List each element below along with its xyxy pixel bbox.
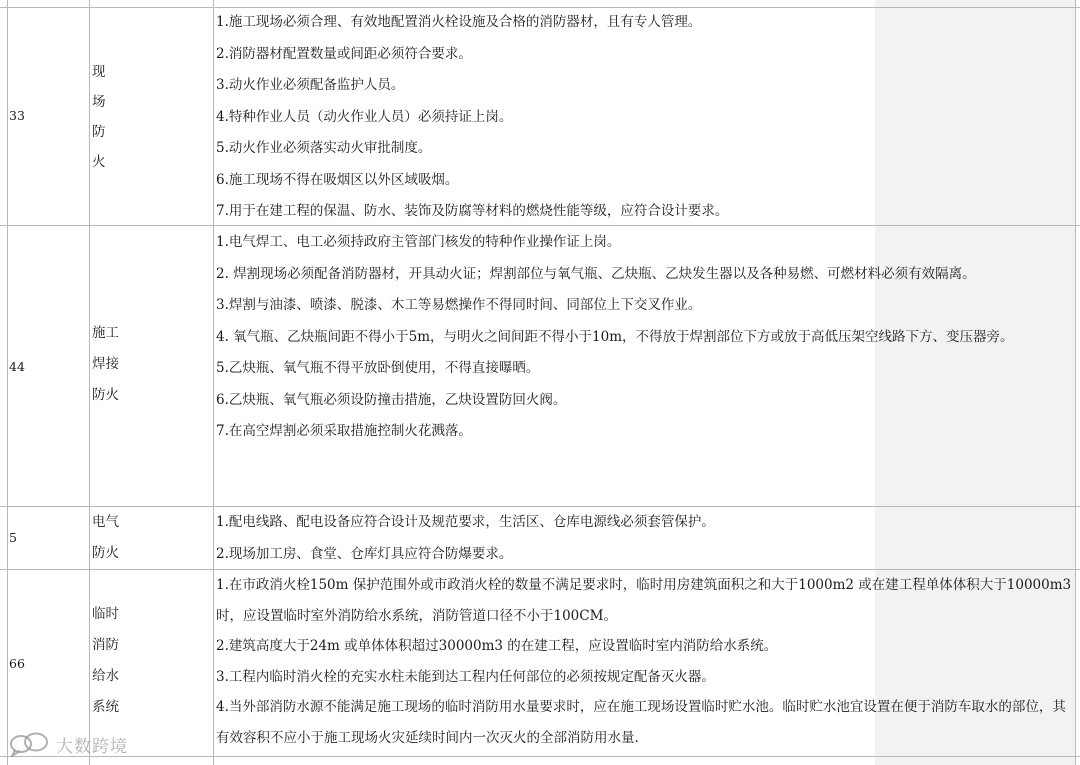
list-item: 6.施工现场不得在吸烟区以外区域吸烟。 xyxy=(216,171,459,188)
row-category: 临时 消防 给水 系统 xyxy=(92,606,119,715)
row-items xyxy=(216,570,1074,753)
table-row xyxy=(0,7,1080,226)
table-row xyxy=(0,507,1080,570)
table-row xyxy=(0,226,1080,507)
row-number: 5 xyxy=(9,530,17,545)
chat-bubbles-icon xyxy=(8,731,50,757)
list-item: 7.在高空焊割必须采取措施控制火花溅落。 xyxy=(216,423,472,439)
list-item: 4.特种作业人员（动火作业人员）必须持证上岗。 xyxy=(216,108,513,125)
list-item: 2.现场加工房、食堂、仓库灯具应符合防爆要求。 xyxy=(216,545,513,562)
list-item: 1.施工现场必须合理、有效地配置消火栓设施及合格的消防器材，且有专人管理。 xyxy=(216,14,702,30)
row-category: 现 场 防 火 xyxy=(92,64,106,170)
row-items xyxy=(216,227,1074,448)
list-item: 2.建筑高度大于24m 或单体体积超过30000m3 的在建工程，应设置临时室内消防给水系统。 xyxy=(216,638,778,654)
list-item: 3.焊割与油漆、喷漆、脱漆、木工等易燃操作不得同时间、同部位上下交叉作业。 xyxy=(216,297,702,313)
watermark-text: 大数跨境 xyxy=(56,736,128,757)
list-item: 3.工程内临时消火栓的充实水柱未能到达工程内任何部位的必须按规定配备灭火器。 xyxy=(216,668,715,685)
list-item: 2. 焊割现场必须配备消防器材，开具动火证；焊割部位与氧气瓶、乙炔瓶、乙炔发生器以及各种易燃、可燃材料必须有效隔离。 xyxy=(216,265,976,282)
column-divider xyxy=(1075,0,1076,765)
list-item: 1.在市政消火栓150m 保护范围外或市政消火栓的数量不满足要求时，临时用房建筑面积之和大于1000m2 或在建工程单体体积大于10000m3 时，应设置临时室外消防给水系统，消防管道口径不小于100CM。 xyxy=(216,577,1072,624)
list-item: 5.动火作业必须落实动火审批制度。 xyxy=(216,140,432,156)
table-row xyxy=(0,570,1080,757)
column-divider xyxy=(213,0,214,765)
watermark xyxy=(8,728,128,760)
row-number: 33 xyxy=(9,108,25,123)
list-item: 3.动火作业必须配备监护人员。 xyxy=(216,77,405,93)
row-items xyxy=(216,507,1074,570)
list-item: 4. 氧气瓶、乙炔瓶间距不得小于5m，与明火之间间距不得小于10m，不得放于焊割部位下方或放于高低压架空线路下方、变压器旁。 xyxy=(216,328,1014,345)
list-item: 6.乙炔瓶、氧气瓶必须设防撞击措施，乙炔设置防回火阀。 xyxy=(216,391,567,408)
row-number: 66 xyxy=(9,656,25,671)
list-item: 5.乙炔瓶、氧气瓶不得平放卧倒使用，不得直接曝晒。 xyxy=(216,360,540,376)
list-item: 7.用于在建工程的保温、防水、装饰及防腐等材料的燃烧性能等级，应符合设计要求。 xyxy=(216,203,729,219)
row-category: 施工 焊接 防火 xyxy=(92,325,119,403)
list-item: 2.消防器材配置数量或间距必须符合要求。 xyxy=(216,45,472,62)
column-divider xyxy=(7,0,8,765)
row-number: 44 xyxy=(9,359,25,374)
list-item: 1.电气焊工、电工必须持政府主管部门核发的特种作业操作证上岗。 xyxy=(216,234,621,250)
column-divider xyxy=(89,0,90,765)
row-category: 电气 防火 xyxy=(92,514,119,561)
row-items xyxy=(216,7,1074,228)
list-item: 1.配电线路、配电设备应符合设计及规范要求，生活区、仓库电源线必须套管保护。 xyxy=(216,514,715,530)
list-item: 4.当外部消防水源不能满足施工现场的临时消防用水量要求时，应在施工现场设置临时贮水池。临时贮水池宜设置在便于消防车取水的部位，其有效容积不应小于施工现场火灾延续时间内一次灭火的全部消防用水量. xyxy=(216,699,1066,746)
